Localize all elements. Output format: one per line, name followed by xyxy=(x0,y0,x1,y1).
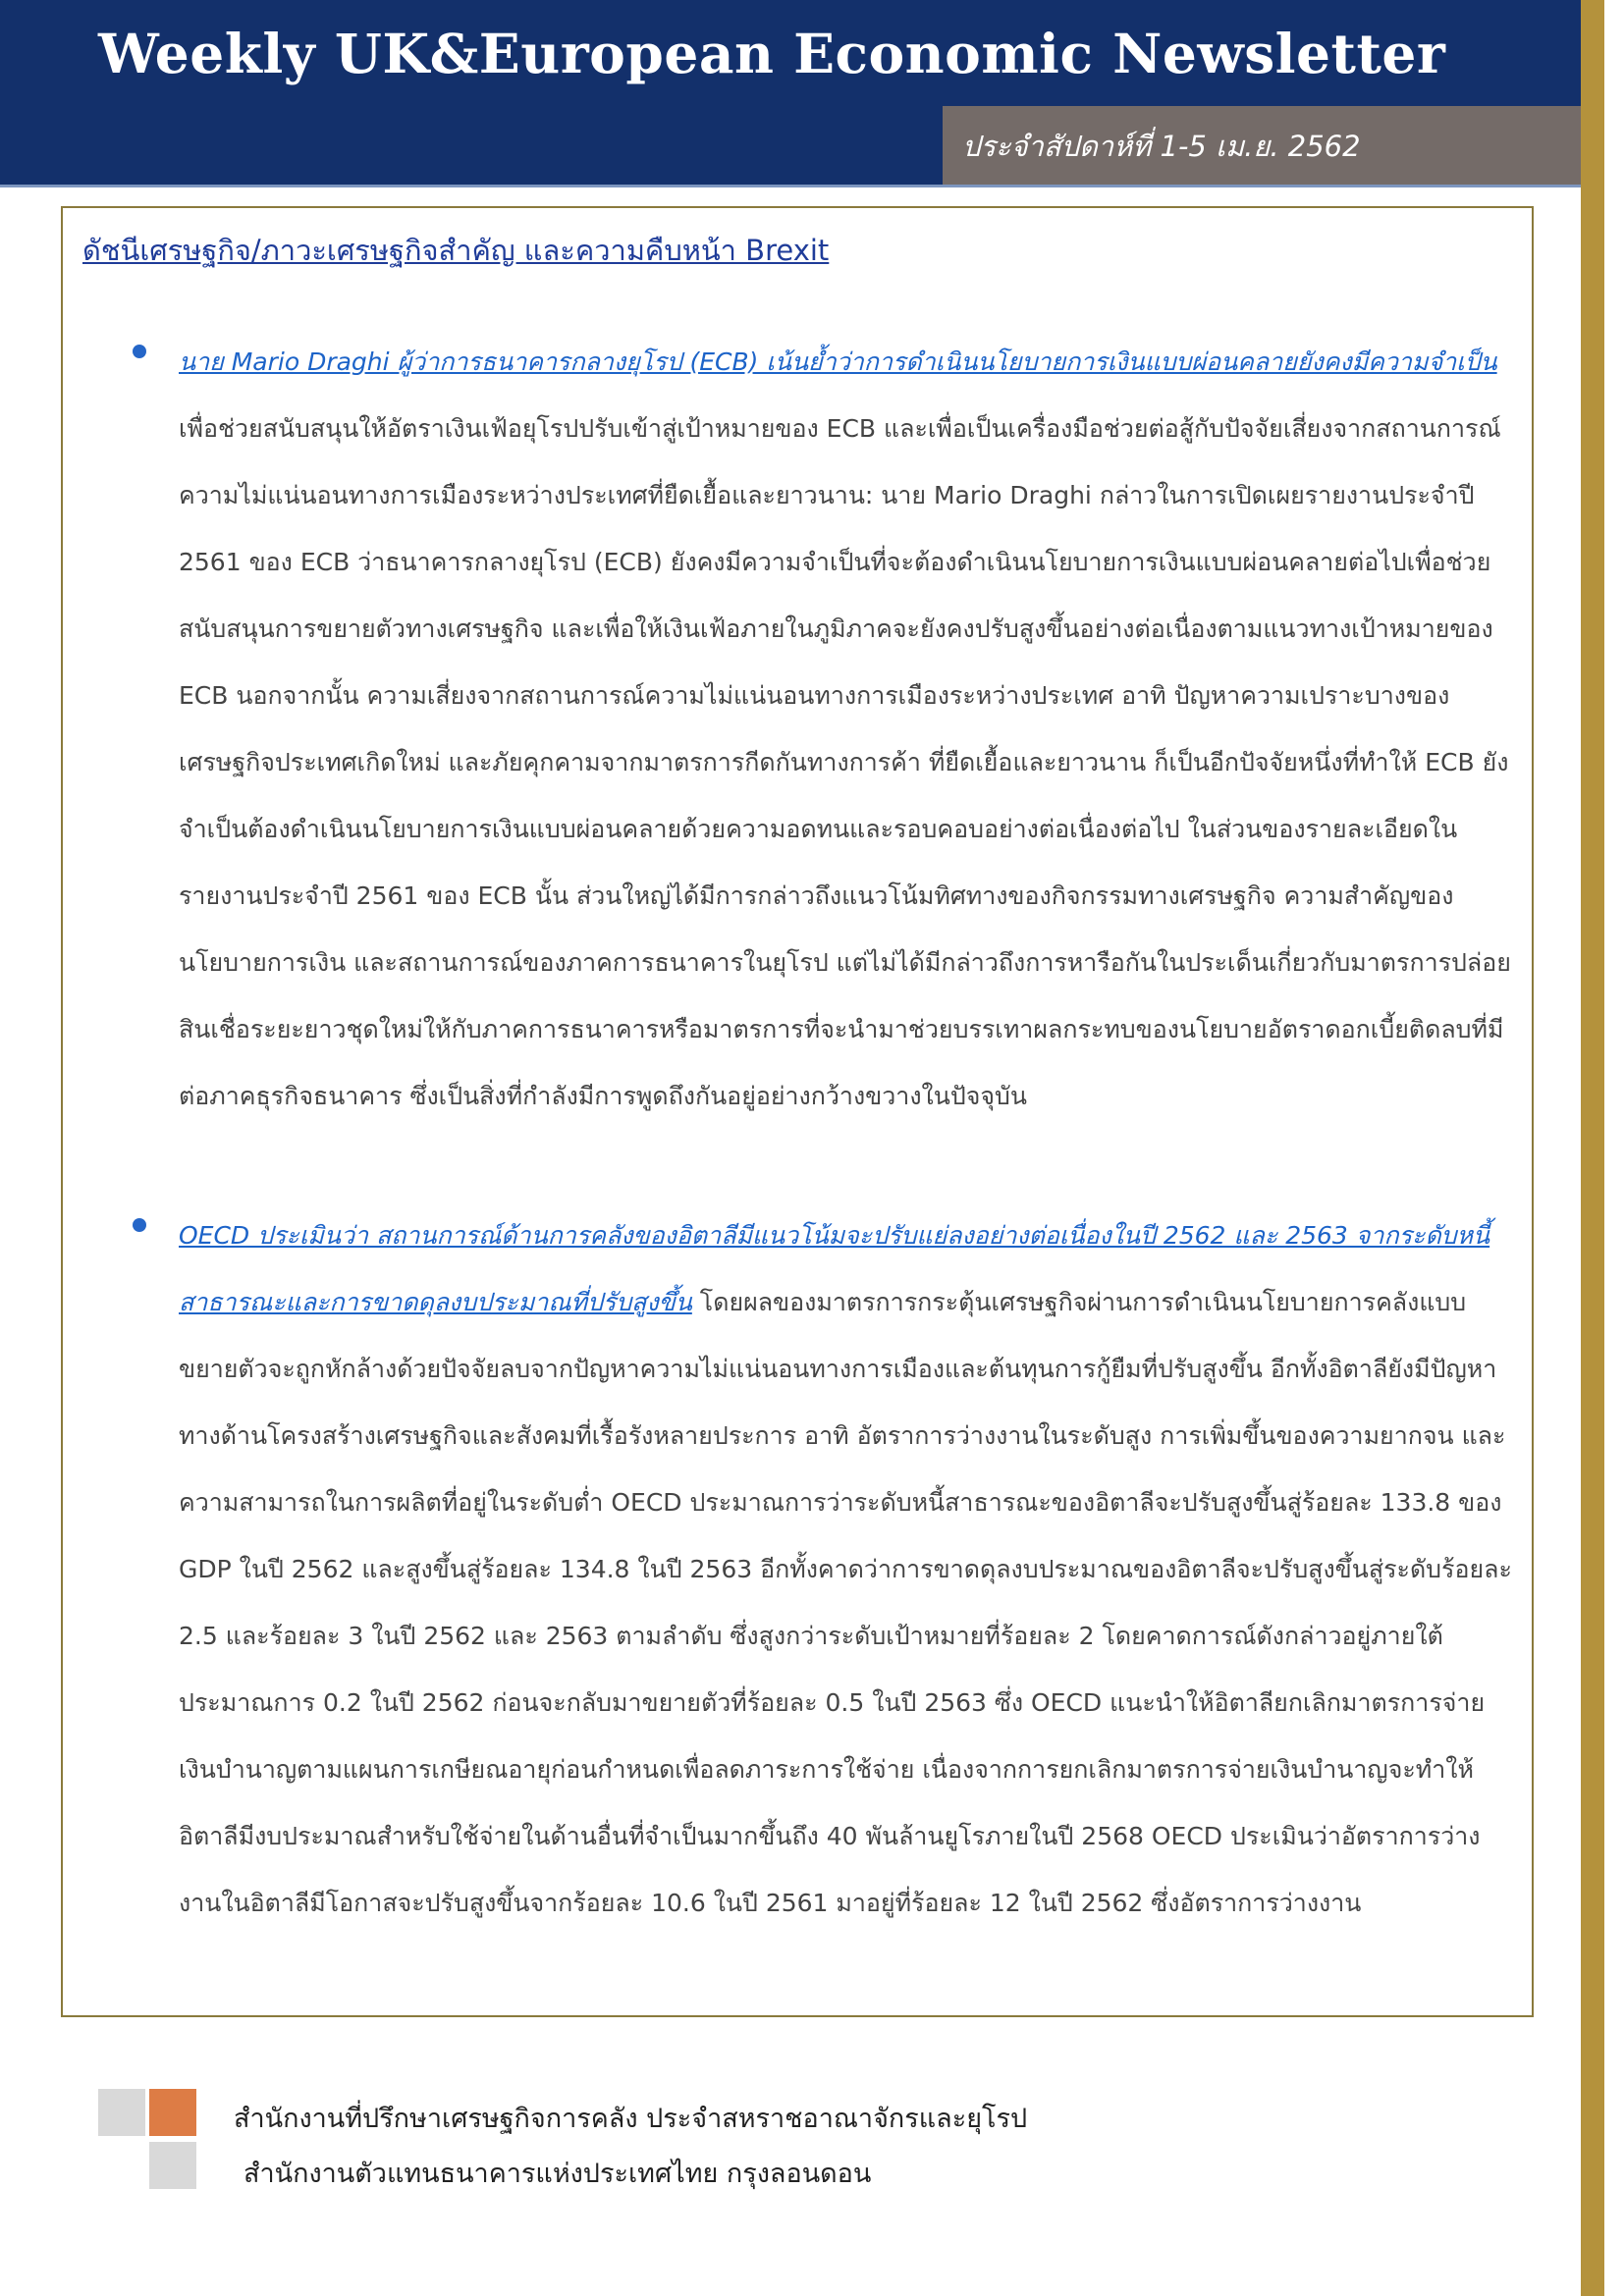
issue-date: ประจำสัปดาห์ที่ 1-5 เม.ย. 2562 xyxy=(962,130,1361,163)
section-heading[interactable]: ดัชนีเศรษฐกิจ/ภาวะเศรษฐกิจสำคัญ และความคืบหน้า Brexit xyxy=(82,234,830,267)
bullet-icon xyxy=(133,1218,146,1232)
footer-square-gray xyxy=(98,2089,145,2136)
news-item-headline-link[interactable]: นาย Mario Draghi ผู้ว่าการธนาคารกลางยุโรป (ECB) เน้นย้ำว่าการดำเนินนโยบายการเงินแบบผ่อนคลายยังคงมีความจำเป็น xyxy=(179,347,1497,376)
side-accent-bar xyxy=(1581,0,1604,2296)
news-item-text xyxy=(179,329,1516,1130)
footer-square-orange xyxy=(149,2089,196,2136)
news-item-headline-link[interactable]: OECD ประเมินว่า สถานการณ์ด้านการคลังของอิตาลีมีแนวโน้มจะปรับแย่ลงอย่างต่อเนื่องในปี 2562 และ 2563 จากระดับหนี้สาธารณะและการขาดดุลงบประมาณที่ปรับสูงขึ้น xyxy=(179,1221,1490,1316)
bullet-icon xyxy=(133,345,146,358)
footer-office-line: สำนักงานตัวแทนธนาคารแห่งประเทศไทย กรุงลอนดอน xyxy=(244,2159,872,2189)
news-item-text xyxy=(179,1202,1516,1937)
footer-square-gray xyxy=(149,2142,196,2189)
newsletter-title: Weekly UK&European Economic Newsletter xyxy=(98,22,1446,85)
footer-office-line: สำนักงานที่ปรึกษาเศรษฐกิจการคลัง ประจำสหราชอาณาจักรและยุโรป xyxy=(234,2104,1028,2134)
news-item-body: เพื่อช่วยสนับสนุนให้อัตราเงินเฟ้อยุโรปปรับเข้าสู่เป้าหมายของ ECB และเพื่อเป็นเครื่องมือช่วยต่อสู้กับปัจจัยเสี่ยงจากสถานการณ์ความไม่แน่นอนทางการเมืองระหว่างประเทศที่ยืดเยื้อและยาวนาน: นาย Mario Draghi กล่าวในการเปิดเผยรายงานประจำปี 2561 ของ ECB ว่าธนาคารกลางยุโรป (ECB) ยังคงมีความจำเป็นที่จะต้องดำเนินนโยบายการเงินแบบผ่อนคลายต่อไปเพื่อช่วยสนับสนุนการขยายตัวทางเศรษฐกิจ และเพื่อให้เงินเฟ้อภายในภูมิภาคจะยังคงปรับสูงขึ้นอย่างต่อเนื่องตามแนวทางเป้าหมายของ ECB นอกจากนั้น ความเสี่ยงจากสถานการณ์ความไม่แน่นอนทางการเมืองระหว่างประเทศ อาทิ ปัญหาความเปราะบางของเศรษฐกิจประเทศเกิดใหม่ และภัยคุกคามจากมาตรการกีดกันทางการค้า ที่ยืดเยื้อและยาวนาน ก็เป็นอีกปัจจัยหนึ่งที่ทำให้ ECB ยังจำเป็นต้องดำเนินนโยบายการเงินแบบผ่อนคลายด้วยความอดทนและรอบคอบอย่างต่อเนื่องต่อไป ในส่วนของรายละเอียดในรายงานประจำปี 2561 ของ ECB นั้น ส่วนใหญ่ได้มีการกล่าวถึงแนวโน้มทิศทางของกิจกรรมทางเศรษฐกิจ ความสำคัญของนโยบายการเงิน และสถานการณ์ของภาคการธนาคารในยุโรป แต่ไม่ได้มีกล่าวถึงการหารือกันในประเด็นเกี่ยวกับมาตรการปล่อยสินเชื่อระยะยาวชุดใหม่ให้กับภาคการธนาคารหรือมาตรการที่จะนำมาช่วยบรรเทาผลกระทบของนโยบายอัตราดอกเบี้ยติดลบที่มีต่อภาคธุรกิจธนาคาร ซึ่งเป็นสิ่งที่กำลังมีการพูดถึงกันอยู่อย่างกว้างขวางในปัจจุบัน xyxy=(179,414,1511,1110)
news-item-body: โดยผลของมาตรการกระตุ้นเศรษฐกิจผ่านการดำเนินนโยบายการคลังแบบขยายตัวจะถูกหักล้างด้วยปัจจัยลบจากปัญหาความไม่แน่นอนทางการเมืองและต้นทุนการกู้ยืมที่ปรับสูงขึ้น อีกทั้งอิตาลียังมีปัญหาทางด้านโครงสร้างเศรษฐกิจและสังคมที่เรื้อรังหลายประการ อาทิ อัตราการว่างงานในระดับสูง การเพิ่มขึ้นของความยากจน และความสามารถในการผลิตที่อยู่ในระดับต่ำ OECD ประมาณการว่าระดับหนี้สาธารณะของอิตาลีจะปรับสูงขึ้นสู่ร้อยละ 133.8 ของ GDP ในปี 2562 และสูงขึ้นสู่ร้อยละ 134.8 ในปี 2563 อีกทั้งคาดว่าการขาดดุลงบประมาณของอิตาลีจะปรับสูงขึ้นสู่ระดับร้อยละ 2.5 และร้อยละ 3 ในปี 2562 และ 2563 ตามลำดับ ซึ่งสูงกว่าระดับเป้าหมายที่ร้อยละ 2 โดยคาดการณ์ดังกล่าวอยู่ภายใต้ประมาณการ 0.2 ในปี 2562 ก่อนจะกลับมาขยายตัวที่ร้อยละ 0.5 ในปี 2563 ซึ่ง OECD แนะนำให้อิตาลียกเลิกมาตรการจ่ายเงินบำนาญตามแผนการเกษียณอายุก่อนกำหนดเพื่อลดภาระการใช้จ่าย เนื่องจากการยกเลิกมาตรการจ่ายเงินบำนาญจะทำให้อิตาลีมีงบประมาณสำหรับใช้จ่ายในด้านอื่นที่จำเป็นมากขึ้นถึง 40 พันล้านยูโรภายในปี 2568 OECD ประเมินว่าอัตราการว่างงานในอิตาลีมีโอกาสจะปรับสูงขึ้นจากร้อยละ 10.6 ในปี 2561 มาอยู่ที่ร้อยละ 12 ในปี 2562 ซึ่งอัตราการว่างงาน xyxy=(179,1288,1512,1917)
date-box xyxy=(943,106,1581,185)
header-banner xyxy=(0,0,1581,187)
